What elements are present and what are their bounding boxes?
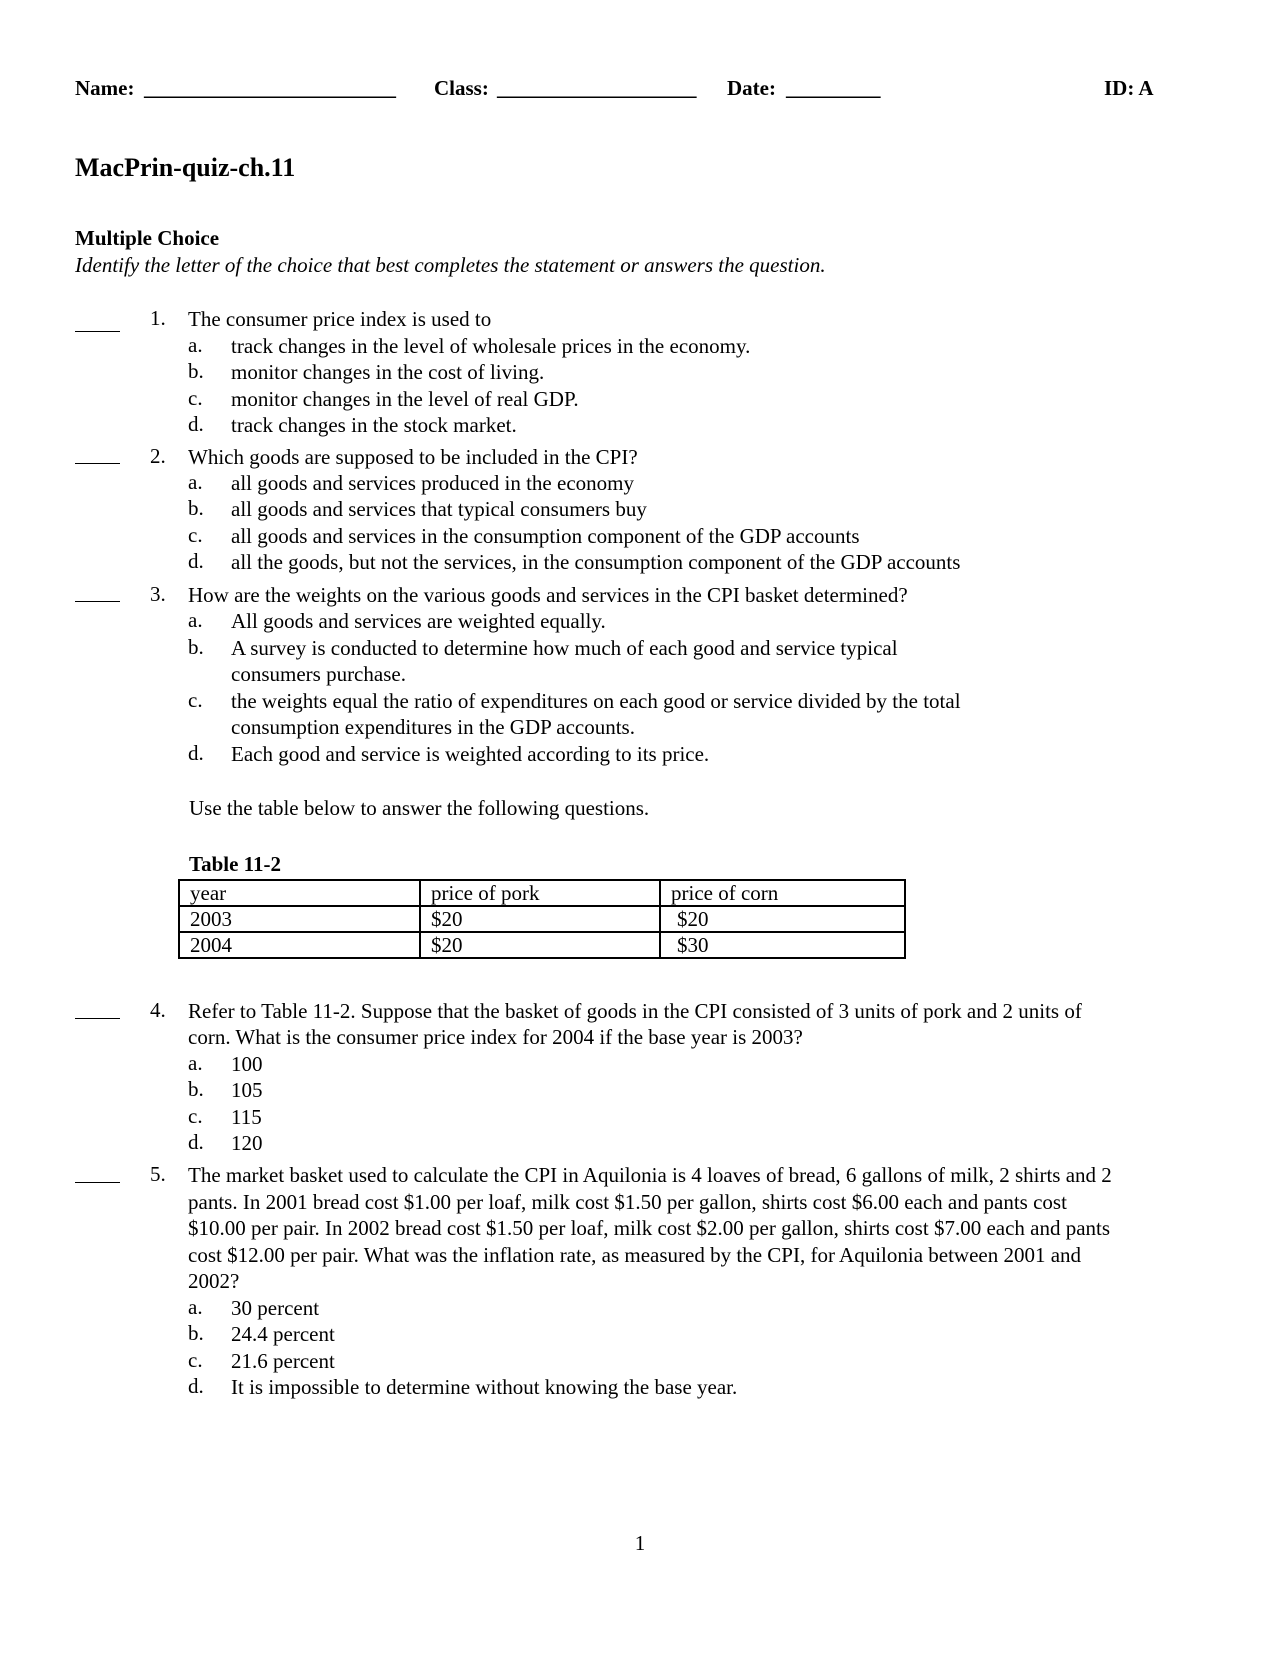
choice-letter: b. xyxy=(188,359,204,383)
question-number: 2. xyxy=(150,444,166,468)
table-cell: $30 xyxy=(660,932,905,958)
table-cell: $20 xyxy=(420,932,660,958)
question-number: 3. xyxy=(150,582,166,606)
choice-letter: b. xyxy=(188,496,204,520)
date-label: Date: xyxy=(727,76,776,100)
choice-text: 120 xyxy=(231,1131,263,1155)
choice-letter: c. xyxy=(188,523,203,547)
answer-blank xyxy=(75,463,120,464)
choice-text: It is impossible to determine without knowing the base year. xyxy=(231,1375,738,1399)
choice-text: 30 percent xyxy=(231,1296,320,1320)
question-number: 1. xyxy=(150,306,166,330)
quiz-title: MacPrin-quiz-ch.11 xyxy=(75,153,296,182)
choice-text: monitor changes in the cost of living. xyxy=(231,360,545,384)
table-cell: $20 xyxy=(420,906,660,932)
choice-text: Each good and service is weighted according to its price. xyxy=(231,742,710,766)
choice-text: consumers purchase. xyxy=(231,662,406,686)
choice-letter: a. xyxy=(188,1051,203,1075)
choice-letter: c. xyxy=(188,1104,203,1128)
answer-blank xyxy=(75,601,120,602)
choice-text: consumption expenditures in the GDP accounts. xyxy=(231,715,635,739)
choice-letter: a. xyxy=(188,470,203,494)
date-blank: _________ xyxy=(786,76,881,100)
price-table xyxy=(178,879,906,959)
choice-text: the weights equal the ratio of expenditures on each good or service divided by the total xyxy=(231,689,961,713)
question-stem: $10.00 per pair. In 2002 bread cost $1.50 per loaf, milk cost $2.00 per gallon, shirts cost $7.00 each and pants xyxy=(188,1216,1111,1240)
question-stem: pants. In 2001 bread cost $1.00 per loaf, milk cost $1.50 per gallon, shirts cost $6.00 each and pants cost xyxy=(188,1190,1067,1214)
choice-text: All goods and services are weighted equally. xyxy=(231,609,606,633)
table-header-row xyxy=(179,880,905,906)
answer-blank xyxy=(75,1018,120,1019)
choice-text: 115 xyxy=(231,1105,262,1129)
choice-letter: a. xyxy=(188,608,203,632)
name-label: Name: xyxy=(75,76,135,100)
choice-letter: d. xyxy=(188,412,204,436)
choice-letter: a. xyxy=(188,1295,203,1319)
id-label: ID: A xyxy=(1104,76,1154,100)
choice-text: all goods and services in the consumption component of the GDP accounts xyxy=(231,524,860,548)
question-stem: How are the weights on the various goods and services in the CPI basket determined? xyxy=(188,583,908,607)
class-blank: ___________________ xyxy=(497,76,697,100)
choice-letter: d. xyxy=(188,1374,204,1398)
choice-text: 100 xyxy=(231,1052,263,1076)
choice-letter: c. xyxy=(188,386,203,410)
question-stem: The consumer price index is used to xyxy=(188,307,492,331)
section-title: Multiple Choice xyxy=(75,226,220,250)
section-instructions: Identify the letter of the choice that best completes the statement or answers the question. xyxy=(75,253,826,277)
choice-text: all goods and services produced in the economy xyxy=(231,471,634,495)
choice-text: all the goods, but not the services, in the consumption component of the GDP accounts xyxy=(231,550,961,574)
choice-letter: a. xyxy=(188,333,203,357)
question-stem: cost $12.00 per pair. What was the inflation rate, as measured by the CPI, for Aquilonia between 2001 and xyxy=(188,1243,1082,1267)
table-header-cell: year xyxy=(179,880,420,906)
answer-blank xyxy=(75,1182,120,1183)
question-stem: Which goods are supposed to be included in the CPI? xyxy=(188,445,638,469)
table-row xyxy=(179,906,905,932)
question-stem: 2002? xyxy=(188,1269,240,1293)
question-stem: The market basket used to calculate the CPI in Aquilonia is 4 loaves of bread, 6 gallons of milk, 2 shirts and 2 xyxy=(188,1163,1112,1187)
table-cell: $20 xyxy=(660,906,905,932)
table-intro: Use the table below to answer the following questions. xyxy=(189,796,650,820)
table-header-cell: price of pork xyxy=(420,880,660,906)
choice-letter: c. xyxy=(188,688,203,712)
name-blank: ________________________ xyxy=(144,76,396,100)
table-header-cell: price of corn xyxy=(660,880,905,906)
choice-text: A survey is conducted to determine how much of each good and service typical xyxy=(231,636,898,660)
choice-text: monitor changes in the level of real GDP. xyxy=(231,387,579,411)
choice-letter: d. xyxy=(188,741,204,765)
page-number: 1 xyxy=(634,1531,646,1555)
choice-text: 21.6 percent xyxy=(231,1349,335,1373)
choice-text: all goods and services that typical consumers buy xyxy=(231,497,647,521)
choice-letter: d. xyxy=(188,1130,204,1154)
choice-letter: b. xyxy=(188,635,204,659)
question-number: 4. xyxy=(150,998,166,1022)
choice-letter: b. xyxy=(188,1077,204,1101)
question-stem: Refer to Table 11-2. Suppose that the basket of goods in the CPI consisted of 3 units of pork and 2 units of xyxy=(188,999,1082,1023)
class-label: Class: xyxy=(434,76,489,100)
choice-text: track changes in the stock market. xyxy=(231,413,517,437)
choice-letter: c. xyxy=(188,1348,203,1372)
table-caption: Table 11-2 xyxy=(189,852,281,876)
table-cell: 2004 xyxy=(179,932,420,958)
question-number: 5. xyxy=(150,1162,166,1186)
table-cell: 2003 xyxy=(179,906,420,932)
choice-text: 105 xyxy=(231,1078,263,1102)
question-stem: corn. What is the consumer price index for 2004 if the base year is 2003? xyxy=(188,1025,803,1049)
choice-text: 24.4 percent xyxy=(231,1322,335,1346)
table-row xyxy=(179,932,905,958)
choice-letter: b. xyxy=(188,1321,204,1345)
choice-letter: d. xyxy=(188,549,204,573)
answer-blank xyxy=(75,331,120,332)
choice-text: track changes in the level of wholesale prices in the economy. xyxy=(231,334,751,358)
